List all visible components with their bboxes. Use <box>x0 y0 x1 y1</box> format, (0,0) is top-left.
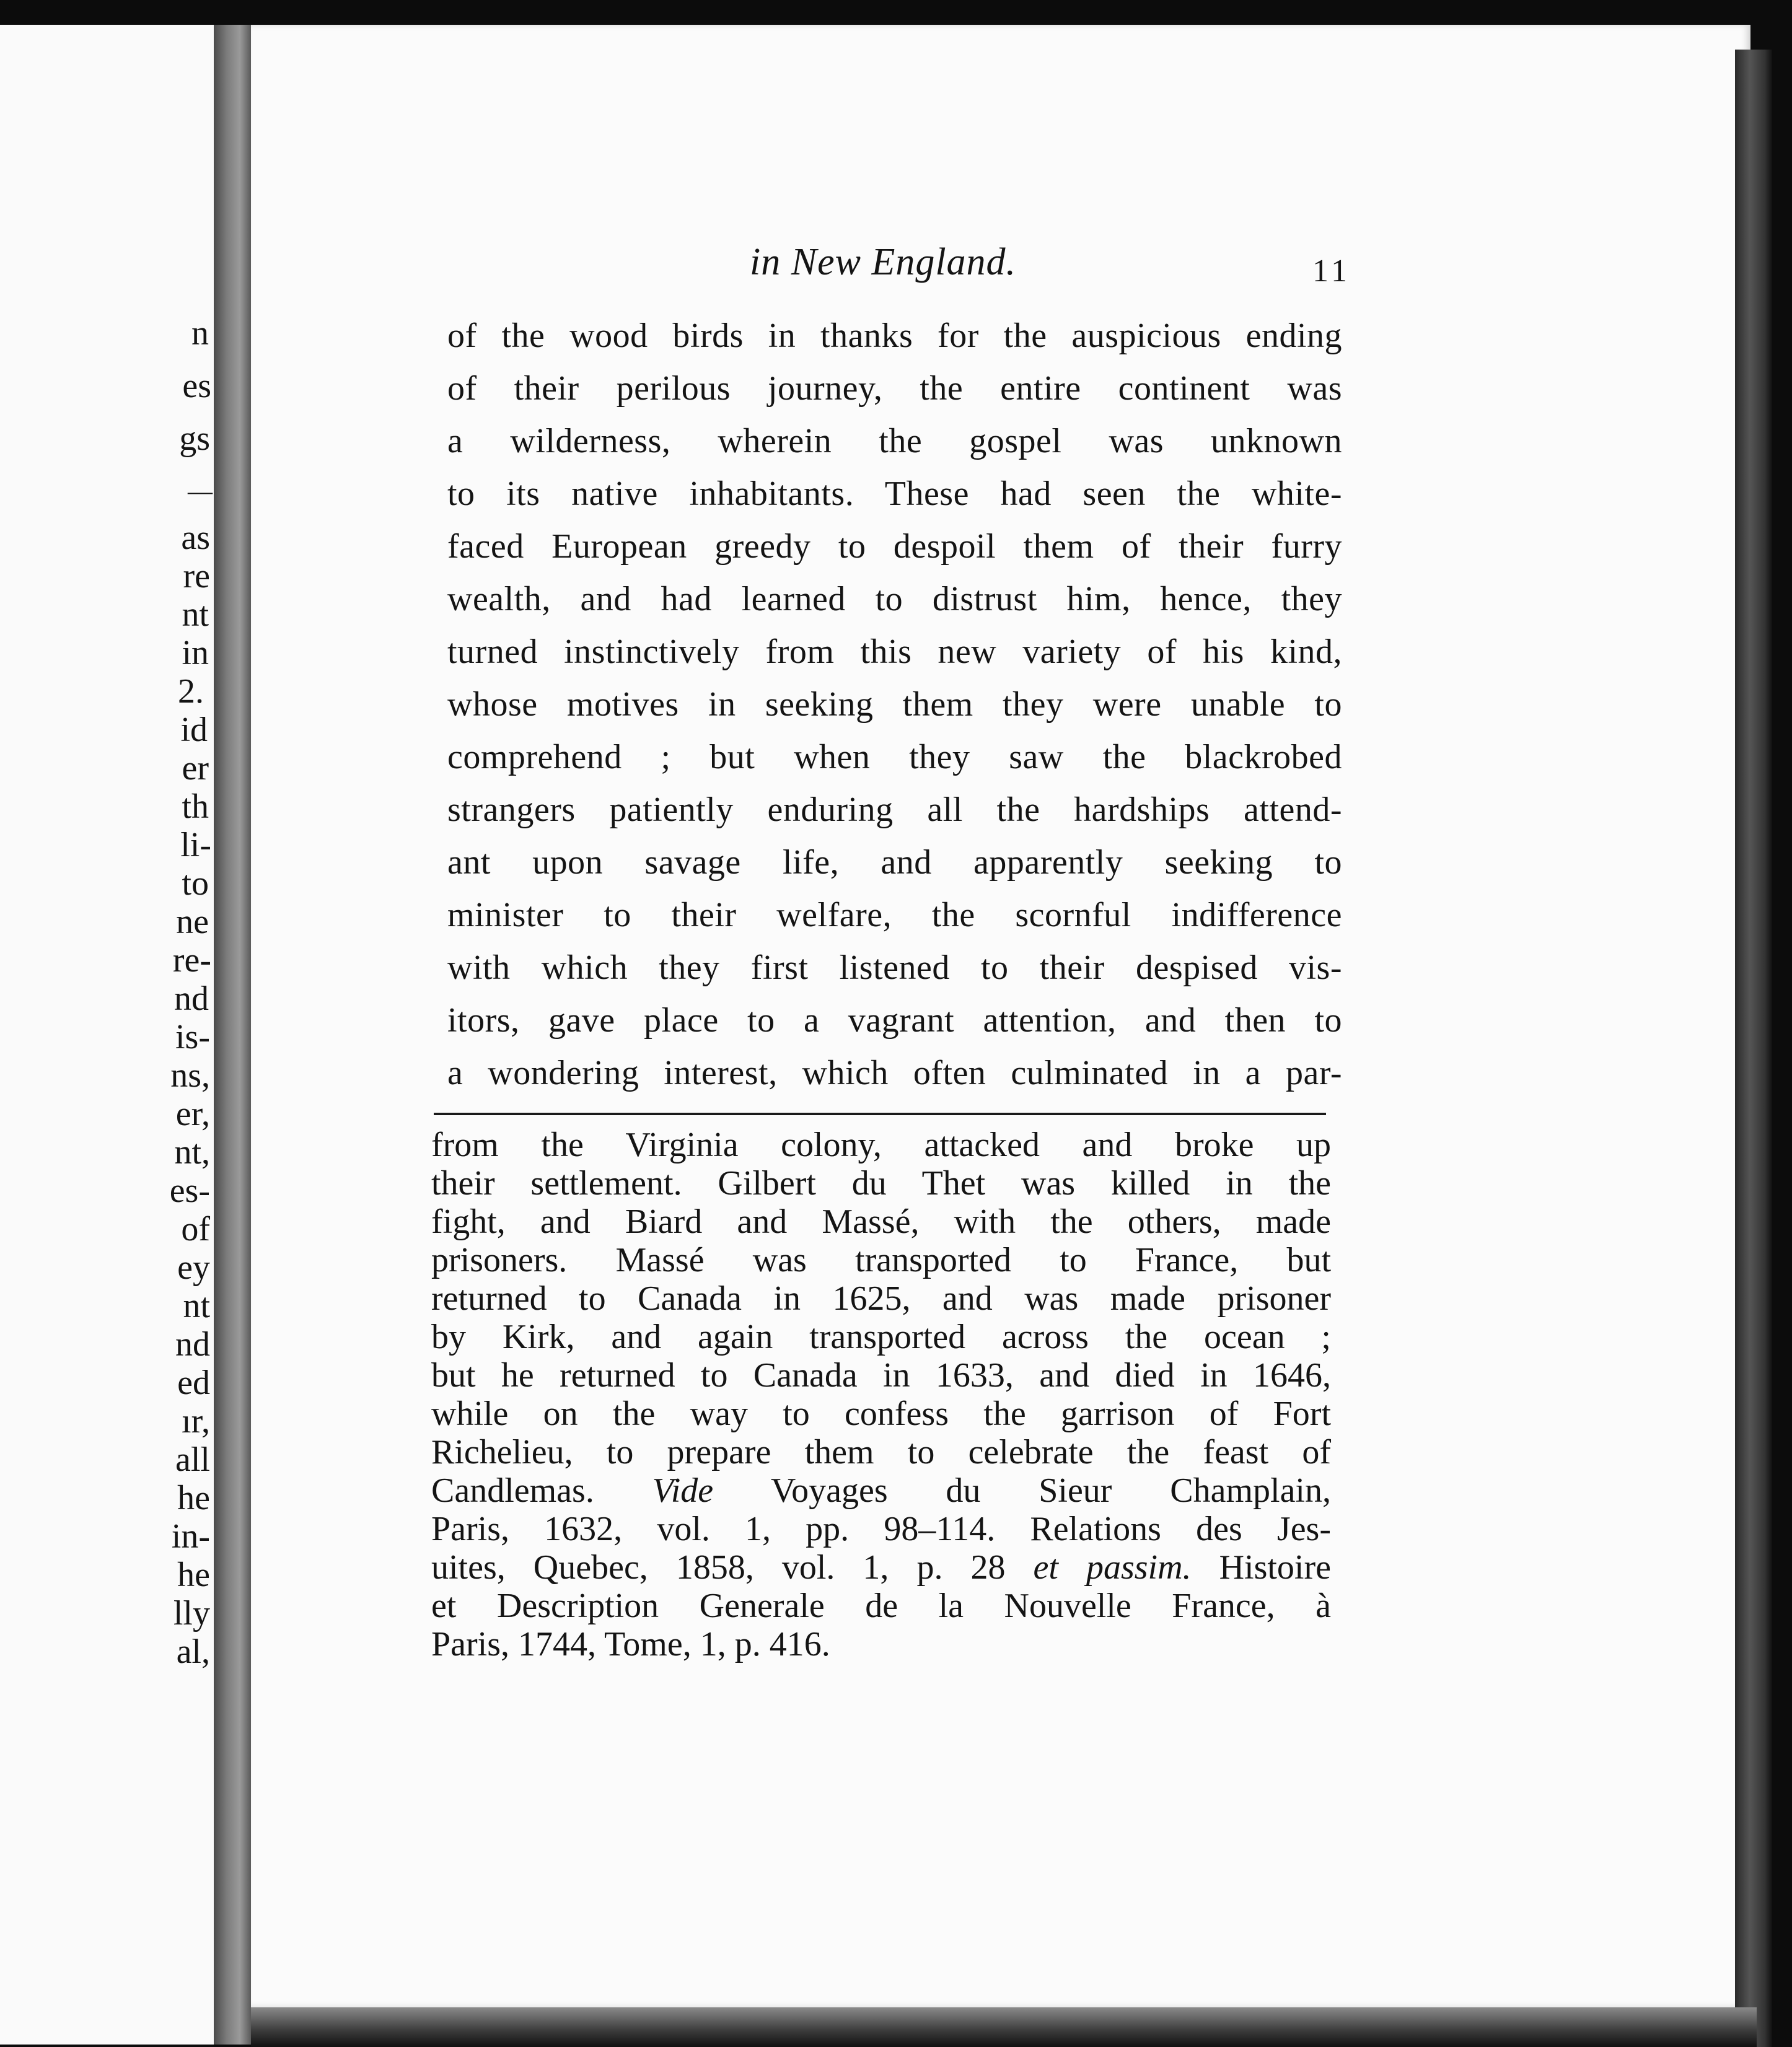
footnote-text: Histoire <box>1191 1548 1331 1587</box>
left-page-fragment: gs <box>179 419 210 458</box>
left-page-fragment: — <box>188 477 213 505</box>
left-page-fragment: ne <box>176 903 209 941</box>
footnote-italic: Vide <box>652 1471 714 1510</box>
left-page-fragment: of <box>181 1210 210 1248</box>
left-page-fragment: is- <box>175 1018 210 1056</box>
body-line: minister to their welfare, the scornful indifference <box>447 896 1342 934</box>
footnote-line: but he returned to Canada in 1633, and died in 1646, <box>431 1356 1331 1395</box>
left-page-fragment: he <box>177 1556 210 1594</box>
left-page-fragment: re <box>183 557 210 595</box>
left-page-fragment: li- <box>180 826 211 864</box>
body-line: whose motives in seeking them they were unable to <box>447 685 1342 724</box>
body-line: faced European greedy to despoil them of their furry <box>447 527 1342 566</box>
body-line: a wilderness, wherein the gospel was unknown <box>447 422 1342 460</box>
footnote-line <box>431 1549 1331 1586</box>
footnote-line: fight, and Biard and Massé, with the others, made <box>431 1203 1331 1241</box>
body-line: a wondering interest, which often culminated in a par- <box>447 1054 1342 1092</box>
left-page-fragment: ns, <box>170 1056 210 1095</box>
page-number: 11 <box>1312 253 1351 289</box>
footnote-line: their settlement. Gilbert du Thet was killed in the <box>431 1164 1331 1203</box>
body-line: turned instinctively from this new variety of his kind, <box>447 633 1342 671</box>
left-page-fragment: ey <box>177 1248 210 1287</box>
left-page-fragment: ed <box>177 1364 210 1402</box>
footnote-line: Paris, 1632, vol. 1, pp. 98–114. Relations des Jes- <box>431 1510 1331 1548</box>
left-page-fragment: ır, <box>182 1402 210 1440</box>
left-page-fragment: to <box>182 864 209 903</box>
body-line: with which they first listened to their despised vis- <box>447 949 1342 987</box>
body-line: itors, gave place to a vagrant attention, and then to <box>447 1001 1342 1040</box>
body-line: to its native inhabitants. These had seen the white- <box>447 475 1342 513</box>
body-line: wealth, and had learned to distrust him, hence, they <box>447 580 1342 618</box>
left-facing-page <box>0 25 214 2045</box>
footnote-text: Voyages du Sieur Champlain, <box>713 1471 1331 1510</box>
left-page-fragment: es- <box>169 1172 210 1210</box>
left-page-fragment: in <box>182 634 209 672</box>
left-page-fragment: nt <box>183 1287 210 1325</box>
footnote-line: prisoners. Massé was transported to France, but <box>431 1241 1331 1279</box>
left-page-fragment: nd <box>175 1325 210 1364</box>
left-page-fragment: es <box>182 367 211 405</box>
left-page-fragment: in- <box>171 1517 210 1556</box>
footnote-text: uites, Quebec, 1858, vol. 1, p. 28 <box>431 1548 1034 1587</box>
left-page-fragment: nt, <box>174 1133 210 1172</box>
book-gutter <box>214 25 251 2045</box>
left-page-fragment: n <box>191 314 209 353</box>
footnote-line <box>431 1472 1331 1509</box>
footnote-line: by Kirk, and again transported across the ocean ; <box>431 1318 1331 1356</box>
left-page-fragment: all <box>175 1440 210 1479</box>
body-line: comprehend ; but when they saw the blackrobed <box>447 738 1342 776</box>
body-line: ant upon savage life, and apparently seeking to <box>447 843 1342 882</box>
footnote-line: returned to Canada in 1625, and was made prisoner <box>431 1279 1331 1318</box>
left-page-fragment: er <box>182 749 209 787</box>
left-page-fragment: er, <box>175 1095 210 1133</box>
footnote-line: Richelieu, to prepare them to celebrate the feast of <box>431 1433 1331 1471</box>
footnote-line: Paris, 1744, Tome, 1, p. 416. <box>431 1625 830 1663</box>
left-page-fragment: lly <box>173 1594 210 1633</box>
left-page-fragment: th <box>182 787 209 826</box>
footnote-line: while on the way to confess the garrison of Fort <box>431 1395 1331 1433</box>
left-page-fragment: re- <box>172 941 211 980</box>
left-page-fragment: 2. <box>178 672 204 711</box>
body-line: strangers patiently enduring all the hardships attend- <box>447 791 1342 829</box>
footnote-line: et Description Generale de la Nouvelle France, à <box>431 1587 1331 1625</box>
left-page-fragment: id <box>180 711 208 749</box>
body-line: of their perilous journey, the entire continent was <box>447 369 1342 408</box>
page-edge <box>1735 50 1772 2047</box>
running-head: in New England. <box>750 241 1017 283</box>
footnote-italic: et passim. <box>1033 1548 1192 1587</box>
left-page-fragment: he <box>177 1479 210 1517</box>
left-page-fragment: as <box>181 519 210 557</box>
left-page-fragment: nd <box>174 980 209 1018</box>
body-line: of the wood birds in thanks for the auspicious ending <box>447 317 1342 355</box>
left-page-fragment: al, <box>176 1633 210 1671</box>
page-bottom-edge <box>251 2007 1757 2047</box>
footnote-line: from the Virginia colony, attacked and broke up <box>431 1126 1331 1164</box>
footnote-rule <box>434 1113 1326 1115</box>
footnote-text: Candlemas. <box>431 1471 652 1510</box>
left-page-fragment: nt <box>182 595 209 634</box>
